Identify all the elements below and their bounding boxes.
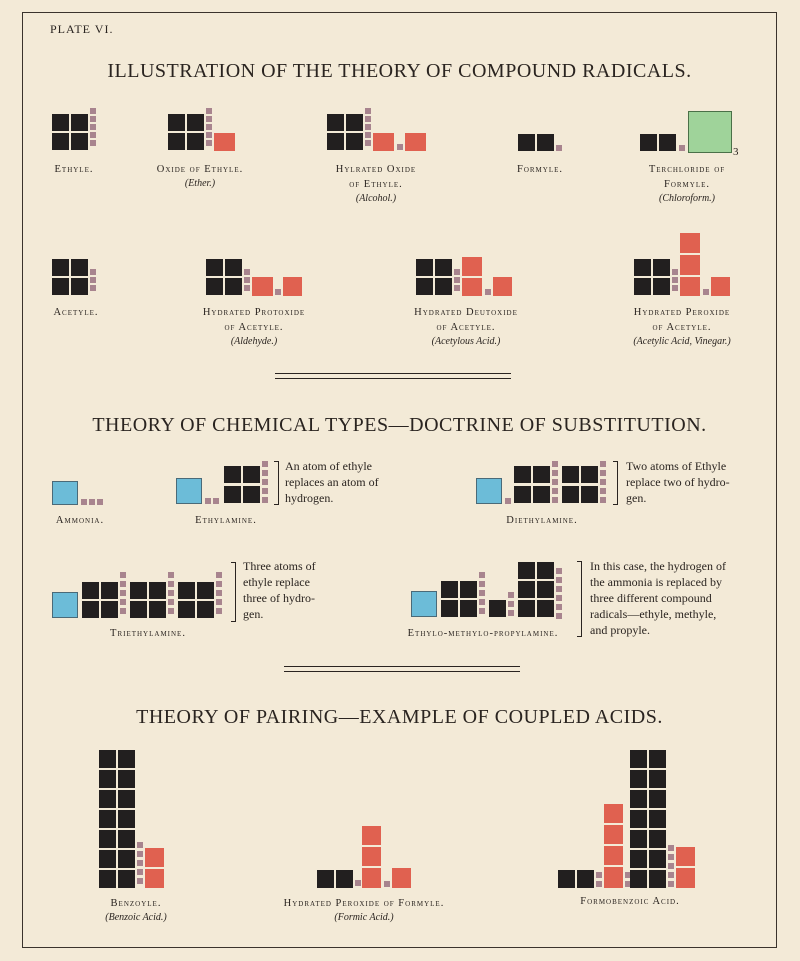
heading-chemical-types: THEORY OF CHEMICAL TYPES—DOCTRINE OF SUBSTITUTION.	[92, 414, 707, 436]
label-hydrated-oxide-l2: of Ethyle.	[349, 179, 403, 190]
label-protoxide-l2: of Acetyle.	[224, 322, 284, 333]
label-ethyle: Ethyle.	[54, 164, 94, 175]
note-ethylo-methylo-propylamine: In this case, the hydrogen of the ammonia is replaced by three different compound radicals—ethyle, methyle, and propyle.	[590, 559, 726, 637]
sub-alcohol: (Alcohol.)	[355, 193, 397, 204]
label-deutoxide-l1: Hydrated Deutoxide	[414, 307, 518, 318]
label-formyle: Formyle.	[516, 164, 564, 175]
brace-2	[613, 461, 618, 505]
sub-acetylous-acid: (Acetylous Acid.)	[431, 336, 501, 347]
label-hydrated-oxide-l1: Hylrated Oxide	[335, 164, 417, 175]
label-ethylamine: Ethylamine.	[195, 515, 257, 526]
label-triethylamine: Triethylamine.	[110, 628, 186, 639]
note-triethylamine: Three atoms of ethyle replace three of hydro- gen.	[243, 559, 316, 621]
label-deutoxide-l2: of Acetyle.	[436, 322, 496, 333]
label-benzoyle: Benzoyle.	[110, 898, 162, 909]
sub-formic-acid: (Formic Acid.)	[334, 912, 394, 923]
sub-benzoic-acid: (Benzoic Acid.)	[105, 912, 167, 923]
divider-rule-1b	[275, 378, 511, 379]
label-protoxide-l1: Hydrated Protoxide	[202, 307, 306, 318]
label-peroxide-l2: of Acetyle.	[652, 322, 712, 333]
label-hydrated-peroxide-of-formyle: Hydrated Peroxide of Formyle.	[283, 898, 445, 909]
label-terchloride-l2: Formyle.	[663, 179, 711, 190]
label-formobenzoic-acid: Formobenzoic Acid.	[580, 896, 680, 907]
divider-rule-1a	[275, 373, 511, 374]
subscript-three: 3	[733, 146, 739, 158]
divider-rule-2a	[284, 666, 520, 667]
divider-rule-2b	[284, 671, 520, 672]
label-acetyle: Acetyle.	[53, 307, 99, 318]
sub-aldehyde: (Aldehyde.)	[230, 336, 278, 347]
label-diethylamine: Diethylamine.	[506, 515, 578, 526]
brace-1	[274, 461, 279, 505]
label-ammonia: Ammonia.	[55, 515, 105, 526]
label-peroxide-l1: Hydrated Peroxide	[633, 307, 731, 318]
brace-3	[231, 562, 236, 622]
heading-pairing: THEORY OF PAIRING—EXAMPLE OF COUPLED ACIDS.	[136, 706, 663, 728]
sub-chloroform: (Chloroform.)	[658, 193, 716, 204]
brace-4	[577, 561, 582, 637]
sub-acetylic-acid: (Acetylic Acid, Vinegar.)	[633, 336, 731, 347]
plate-number: PLATE VI.	[50, 22, 114, 36]
note-ethylamine: An atom of ethyle replaces an atom of hydrogen.	[285, 459, 379, 505]
sub-ether: (Ether.)	[184, 178, 216, 189]
label-oxide-of-ethyle: Oxide of Ethyle.	[156, 164, 244, 175]
label-ethylo-methylo-propylamine: Ethylo-methylo-propylamine.	[407, 628, 559, 639]
label-terchloride-l1: Terchloride of	[648, 164, 726, 175]
note-diethylamine: Two atoms of Ethyle replace two of hydro- gen.	[626, 459, 730, 505]
heading-compound-radicals: ILLUSTRATION OF THE THEORY OF COMPOUND RADICALS.	[107, 60, 692, 82]
